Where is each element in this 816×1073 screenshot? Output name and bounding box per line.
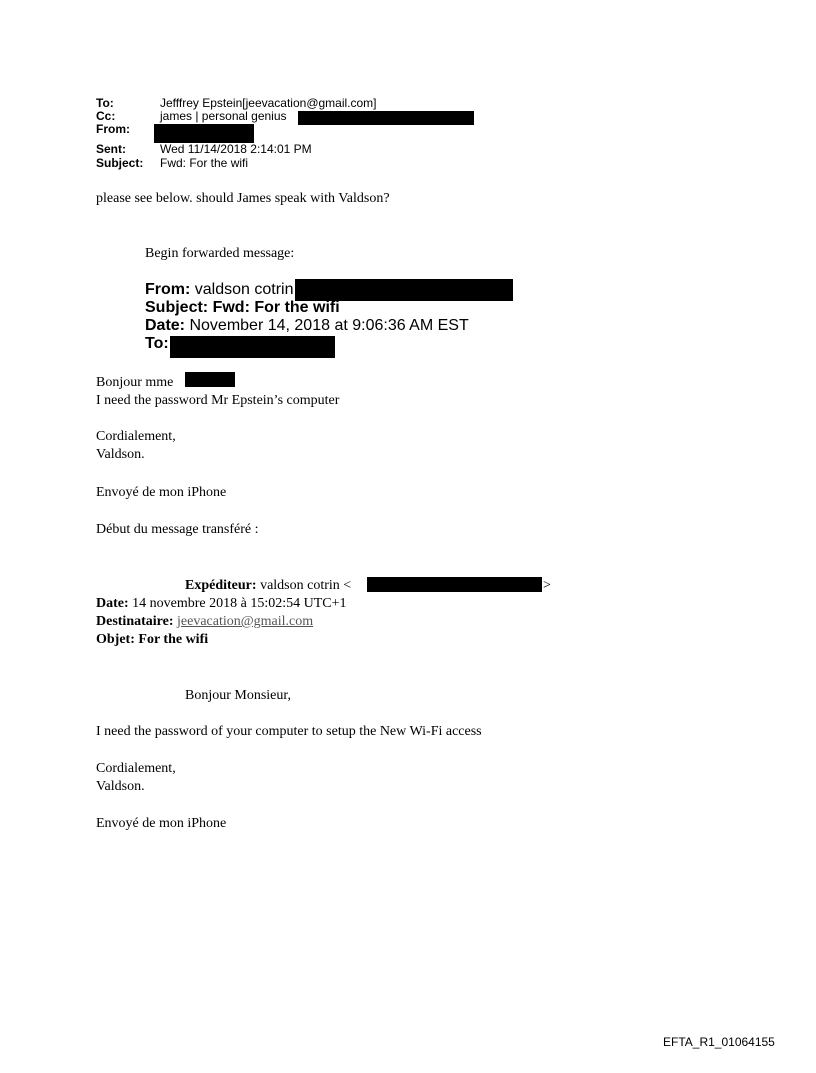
document-id: EFTA_R1_01064155 xyxy=(663,1035,775,1049)
msg2-signature: Valdson. xyxy=(96,779,145,794)
fr-date-value: 14 novembre 2018 à 15:02:54 UTC+1 xyxy=(132,596,347,611)
object-line xyxy=(96,631,208,648)
fwd-to-label: To: xyxy=(145,335,169,352)
begin-forwarded: Begin forwarded message: xyxy=(145,246,295,261)
msg1-signature: Valdson. xyxy=(96,447,145,462)
recipient-email-link[interactable]: jeevacation@gmail.com xyxy=(177,614,314,629)
sender-value: valdson cotrin < xyxy=(260,578,352,593)
redaction-cc xyxy=(298,111,474,125)
to-value: Jefffrey Epstein[jeevacation@gmail.com] xyxy=(160,96,377,110)
redaction-greeting xyxy=(185,372,235,387)
fwd-subject-label: Subject: xyxy=(145,299,209,316)
sender-line xyxy=(185,577,351,594)
fr-date-line xyxy=(96,595,347,612)
msg1-sent-from: Envoyé de mon iPhone xyxy=(96,485,227,500)
fwd-subject-value: Fwd: For the wifi xyxy=(212,299,340,316)
fr-date-label: Date: xyxy=(96,596,129,611)
fwd-from-value: valdson cotrin xyxy=(194,281,294,298)
subject-value: Fwd: For the wifi xyxy=(160,156,249,170)
sender-label: Expéditeur: xyxy=(185,578,257,593)
msg2-line: I need the password of your computer to setup the New Wi-Fi access xyxy=(96,724,482,739)
from-label: From: xyxy=(96,122,130,136)
cc-label: Cc: xyxy=(96,109,116,123)
msg1-line: I need the password Mr Epstein’s computer xyxy=(96,393,340,408)
object-value: For the wifi xyxy=(138,632,209,647)
fwd-subject-line xyxy=(145,299,340,317)
to-label: To: xyxy=(96,96,114,110)
recipient-label: Destinataire: xyxy=(96,614,174,629)
redaction-from xyxy=(154,124,254,143)
msg1-closing: Cordialement, xyxy=(96,429,176,444)
fwd-date-value: November 14, 2018 at 9:06:36 AM EST xyxy=(189,317,469,334)
sender-end: > xyxy=(543,578,551,593)
object-label: Objet: xyxy=(96,632,135,647)
subject-label: Subject: xyxy=(96,156,144,170)
msg2-greeting: Bonjour Monsieur, xyxy=(185,688,291,703)
fwd-from-label: From: xyxy=(145,281,191,298)
sent-label: Sent: xyxy=(96,142,126,156)
msg1-greeting: Bonjour mme xyxy=(96,375,174,390)
intro-text: please see below. should James speak with Valdson? xyxy=(96,191,390,206)
sent-value: Wed 11/14/2018 2:14:01 PM xyxy=(160,142,312,156)
fwd-from-line xyxy=(145,281,294,299)
msg2-closing: Cordialement, xyxy=(96,761,176,776)
transfer-header: Début du message transféré : xyxy=(96,522,259,537)
msg2-sent-from: Envoyé de mon iPhone xyxy=(96,816,227,831)
fwd-date-label: Date: xyxy=(145,317,186,334)
fwd-to-line xyxy=(145,335,169,353)
redaction-fwd-from xyxy=(295,279,513,301)
fwd-date-line xyxy=(145,317,469,335)
redaction-sender xyxy=(367,577,542,592)
recipient-line xyxy=(96,613,313,630)
cc-value: james | personal genius xyxy=(160,109,287,123)
redaction-fwd-to xyxy=(170,336,335,358)
